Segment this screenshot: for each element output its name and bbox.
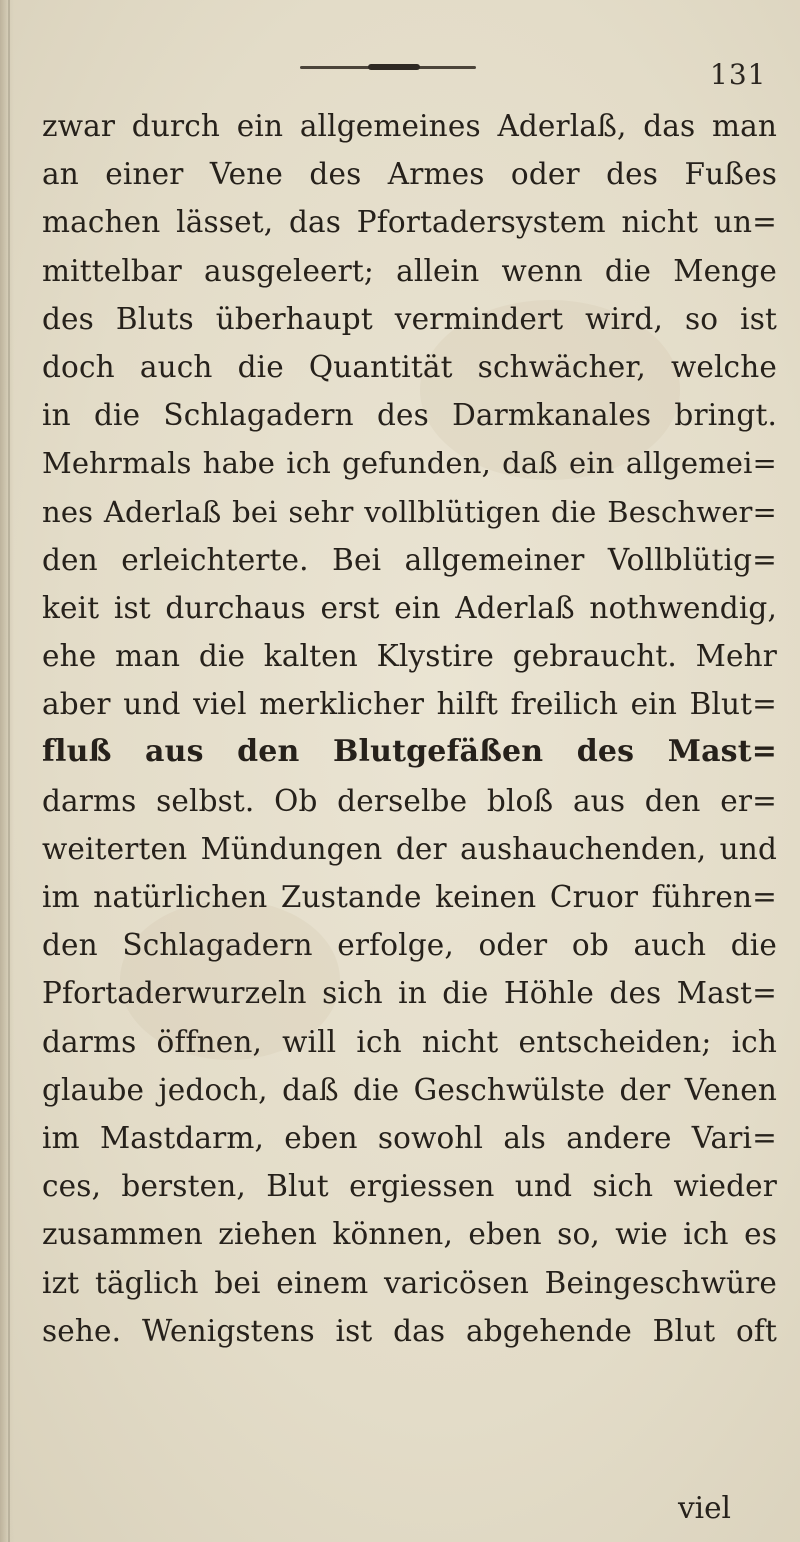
text-line: doch auch die Quantität schwächer, welche (42, 349, 777, 384)
text-line: im natürlichen Zustande keinen Cruor führen= (42, 880, 777, 914)
text-line: ehe man die kalten Klystire gebraucht. Mehr (42, 639, 777, 674)
text-line: Pfortaderwurzeln sich in die Höhle des Mast= (42, 976, 777, 1011)
text-line: izt täglich bei einem varicösen Beingeschwüre (42, 1265, 777, 1300)
text-line: zwar durch ein allgemeines Aderlaß, das man (42, 109, 777, 143)
text-line: sehe. Wenigstens ist das abgehende Blut oft (42, 1313, 777, 1348)
text-line: im Mastdarm, eben sowohl als andere Vari= (42, 1120, 777, 1155)
text-line: nes Aderlaß bei sehr vollblütigen die Beschwer= (42, 494, 777, 529)
body-text (42, 102, 777, 1355)
text-line: ces, bersten, Blut ergiessen und sich wieder (42, 1169, 777, 1204)
text-line: des Bluts überhaupt vermindert wird, so ist (42, 301, 777, 336)
header-rule-accent (368, 64, 420, 70)
binding-line (8, 0, 10, 1542)
text-line: glaube jedoch, daß die Geschwülste der Venen (42, 1072, 777, 1107)
text-line: Mehrmals habe ich gefunden, daß ein allgemei= (42, 446, 777, 481)
text-line: mittelbar ausgeleert; allein wenn die Menge (42, 253, 777, 288)
page-number: 131 (710, 58, 767, 91)
text-line: darms selbst. Ob derselbe bloß aus den er= (42, 783, 777, 818)
text-line: zusammen ziehen können, eben so, wie ich es (42, 1217, 777, 1252)
text-line: machen lässet, das Pfortadersystem nicht un= (42, 205, 777, 240)
catchword: viel (678, 1491, 731, 1525)
text-line: an einer Vene des Armes oder des Fußes (42, 157, 777, 192)
text-line: aber und viel merklicher hilft freilich ein Blut= (42, 687, 777, 722)
binding-edge (0, 0, 14, 1542)
text-line: weiterten Mündungen der aushauchenden, und (42, 831, 777, 866)
text-line: den Schlagadern erfolge, oder ob auch die (42, 928, 777, 963)
text-line: fluß aus den Blutgefäßen des Mast= (42, 734, 777, 770)
text-line: den erleichterte. Bei allgemeiner Vollblütig= (42, 542, 777, 577)
text-line: darms öffnen, will ich nicht entscheiden; ich (42, 1024, 777, 1059)
text-line: keit ist durchaus erst ein Aderlaß nothwendig, (42, 590, 777, 625)
text-line: in die Schlagadern des Darmkanales bringt. (42, 398, 777, 433)
